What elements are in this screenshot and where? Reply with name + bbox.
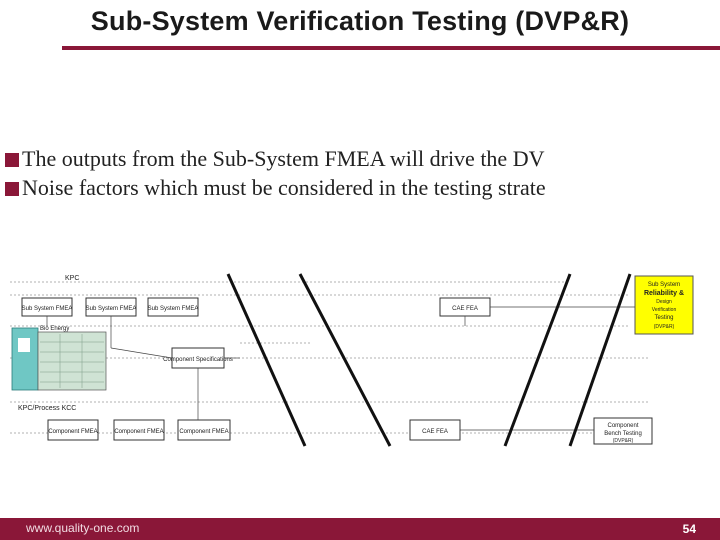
subsystem-fmea-label: Sub System FMEA <box>147 306 199 312</box>
component-spec-label: Component Specifications <box>163 357 233 363</box>
teal-panel <box>12 328 38 390</box>
bio-group-label: Bio Energy <box>40 326 70 332</box>
testing-line: Reliability & <box>643 290 685 297</box>
component-fmea-label: Component FMEA <box>114 429 164 435</box>
page-number: 54 <box>682 522 696 536</box>
bio-worksheet <box>38 332 106 390</box>
cae-fea-bottom-label: CAE FEA <box>422 429 448 435</box>
bench-line: Component <box>607 423 639 429</box>
testing-line: Testing <box>654 315 674 321</box>
testing-line: Design <box>656 299 672 305</box>
component-fmea-label: Component FMEA <box>48 429 98 435</box>
bench-line: Bench Testing <box>604 431 642 437</box>
bullet-text: Noise factors which must be considered in the testing strate <box>22 175 546 200</box>
component-fmea-label: Component FMEA <box>179 429 229 435</box>
process-label: KPC/Process KCC <box>18 405 77 412</box>
kpc-label: KPC <box>65 275 80 282</box>
bullet-text: The outputs from the Sub-System FMEA will drive the DV <box>22 146 545 171</box>
square-bullet-icon <box>5 153 19 167</box>
bullet-item <box>5 173 720 202</box>
testing-line: Verification <box>651 307 677 313</box>
fmea-flow-diagram <box>10 268 720 453</box>
slide-title: Sub-System Verification Testing (DVP&R) <box>90 6 630 36</box>
square-bullet-icon <box>5 182 19 196</box>
subsystem-fmea-label: Sub System FMEA <box>85 306 137 312</box>
subsystem-fmea-label: Sub System FMEA <box>21 306 73 312</box>
bullet-list <box>5 144 720 202</box>
title-underline <box>62 46 720 50</box>
teal-panel-sheet <box>18 338 30 352</box>
testing-line: Sub System <box>647 282 681 288</box>
bench-line: (DVP&R) <box>612 438 634 444</box>
cae-fea-top-label: CAE FEA <box>452 306 478 312</box>
testing-line: (DVP&R) <box>653 324 675 330</box>
footer-bar <box>0 518 720 540</box>
footer-website: www.quality-one.com <box>26 521 140 535</box>
connector-lines <box>47 307 635 430</box>
bullet-item <box>5 144 720 173</box>
